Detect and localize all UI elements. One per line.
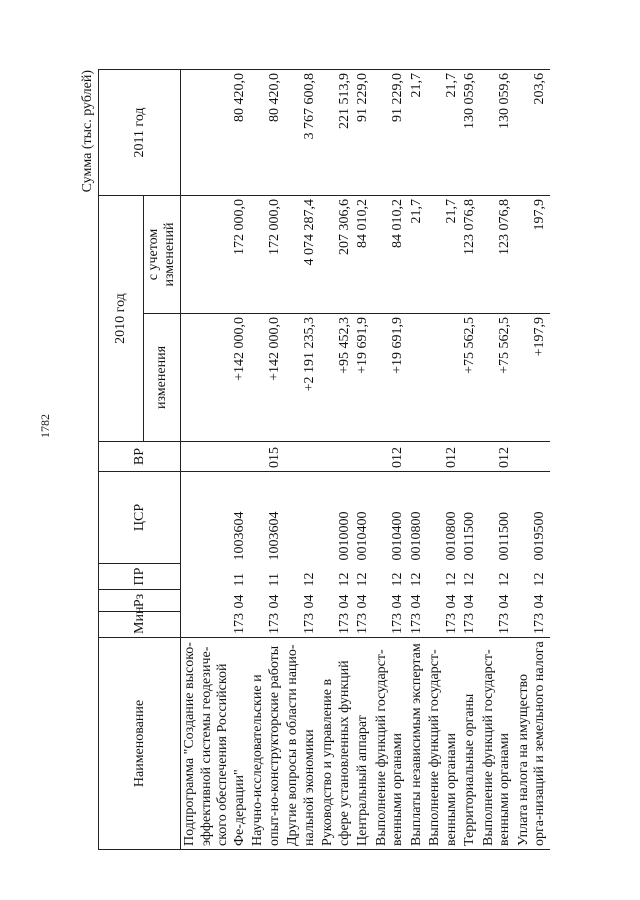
header-name: Наименование — [99, 638, 181, 850]
cell-csr: 0010000 — [336, 511, 352, 561]
cell-min: 173 — [426, 612, 461, 638]
header-2011: 2011 год — [99, 70, 181, 196]
header-rz: Рз — [99, 590, 181, 612]
cell-min: 173 — [354, 612, 373, 638]
cell-name: Территориальные органы — [461, 638, 480, 850]
cell-min: 173 — [249, 612, 284, 638]
cell-vr — [408, 442, 427, 472]
cell-y2011: 80 420,0 — [249, 70, 284, 196]
cell-name: Выполнение функций государст-венными органами — [480, 638, 515, 850]
cell-pr: 11 — [231, 573, 247, 587]
table-row — [461, 70, 480, 850]
cell-pr: 12 — [301, 572, 317, 587]
cell-changes: +142 000,0 — [181, 314, 250, 442]
cell-rz: 04 — [532, 594, 547, 609]
cell-y2011: 91 229,0 — [354, 70, 373, 196]
cell-name: Подпрограмма "Создание высоко-эффективной системы геодезиче-ского обеспечения Российской Фе-дерации" — [181, 638, 250, 850]
cell-rz: 04 — [355, 594, 370, 609]
cell-y2011: 3 767 600,8 — [284, 70, 319, 196]
cell-pr: 12 — [462, 572, 477, 587]
cell-rz: 04 — [231, 594, 247, 609]
cell-min: 173 — [461, 612, 480, 638]
cell-vr — [181, 442, 250, 472]
cell-vr: 012 — [480, 442, 515, 472]
cell-vr: 012 — [426, 442, 461, 472]
table-row — [354, 70, 373, 850]
cell-min: 173 — [480, 612, 515, 638]
table-row — [480, 70, 515, 850]
header-min: Мин — [99, 612, 181, 638]
cell-vr: 015 — [249, 442, 284, 472]
cell-vr — [461, 442, 480, 472]
cell-y2011: 21,7 — [426, 70, 461, 196]
unit-label: Сумма (тыс. рублей) — [80, 70, 95, 193]
table-body — [181, 70, 550, 850]
cell-name: Руководство и управление в сфере установленных функций — [319, 638, 354, 850]
cell-with-changes: 21,7 — [408, 196, 427, 314]
cell-vr: 012 — [373, 442, 408, 472]
budget-table-page — [80, 70, 560, 850]
cell-y2011: 91 229,0 — [373, 70, 408, 196]
cell-csr: 0019500 — [532, 511, 547, 561]
table-row — [426, 70, 461, 850]
cell-name: Научно-исследовательские и опыт-но-конструкторские работы — [249, 638, 284, 850]
cell-csr: 0010400 — [390, 511, 405, 561]
cell-name: Другие вопросы в области нацио-нальной экономики — [284, 638, 319, 850]
cell-min: 173 — [515, 612, 550, 638]
header-changes: изменения — [144, 314, 181, 442]
cell-with-changes: 197,9 — [515, 196, 550, 314]
cell-changes: +75 562,5 — [461, 314, 480, 442]
cell-csr: 0010800 — [408, 511, 424, 561]
cell-vr — [515, 442, 550, 472]
cell-y2011: 21,7 — [408, 70, 427, 196]
cell-changes: +2 191 235,3 — [284, 314, 319, 442]
cell-csr: 0011500 — [462, 512, 477, 561]
cell-name: Выполнение функций государст-венными органами — [373, 638, 408, 850]
cell-with-changes: 172 000,0 — [181, 196, 250, 314]
table-row — [373, 70, 408, 850]
cell-with-changes: 4 074 287,4 — [284, 196, 319, 314]
header-csr: ЦСР — [99, 472, 181, 564]
cell-changes — [408, 314, 427, 442]
cell-csr: 1003604 — [231, 511, 247, 561]
cell-name: Выполнение функций государст-венными органами — [426, 638, 461, 850]
cell-rz: 04 — [390, 594, 405, 609]
cell-with-changes: 123 076,8 — [461, 196, 480, 314]
cell-pr: 12 — [497, 572, 512, 587]
page-number: 1782 — [38, 414, 52, 438]
cell-pr: 12 — [336, 572, 352, 587]
cell-changes: +19 691,9 — [354, 314, 373, 442]
cell-csr — [284, 472, 319, 564]
table-row — [515, 70, 550, 850]
cell-min: 173 — [181, 612, 250, 638]
cell-pr: 12 — [443, 572, 459, 587]
cell-name: Выплаты независимым экспертам — [408, 638, 427, 850]
cell-pr: 12 — [532, 572, 547, 587]
cell-vr — [284, 442, 319, 472]
cell-rz: 04 — [301, 594, 317, 609]
cell-with-changes: 21,7 — [426, 196, 461, 314]
cell-csr: 0010400 — [355, 511, 370, 561]
cell-min: 173 — [319, 612, 354, 638]
header-pr: ПР — [99, 564, 181, 590]
table-row — [284, 70, 319, 850]
cell-vr — [319, 442, 354, 472]
cell-pr: 12 — [390, 572, 405, 587]
budget-table — [98, 69, 550, 850]
table-row — [319, 70, 354, 850]
cell-name: Центральный аппарат — [354, 638, 373, 850]
cell-with-changes: 172 000,0 — [249, 196, 284, 314]
cell-with-changes: 207 306,6 — [319, 196, 354, 314]
header-2010: 2010 год — [99, 196, 144, 442]
cell-rz: 04 — [336, 594, 352, 609]
table-row — [181, 70, 250, 850]
cell-rz: 04 — [266, 594, 282, 609]
cell-with-changes: 84 010,2 — [354, 196, 373, 314]
table-row — [408, 70, 427, 850]
cell-changes: +75 562,5 — [480, 314, 515, 442]
cell-y2011: 80 420,0 — [181, 70, 250, 196]
cell-rz: 04 — [497, 594, 512, 609]
cell-min: 173 — [373, 612, 408, 638]
cell-min: 173 — [408, 612, 427, 638]
cell-rz: 04 — [408, 594, 424, 609]
cell-with-changes: 123 076,8 — [480, 196, 515, 314]
cell-y2011: 203,6 — [515, 70, 550, 196]
cell-rz: 04 — [462, 594, 477, 609]
header-vr: ВР — [99, 442, 181, 472]
cell-rz: 04 — [443, 594, 459, 609]
cell-y2011: 221 513,9 — [319, 70, 354, 196]
cell-changes: +197,9 — [515, 314, 550, 442]
cell-pr: 12 — [355, 572, 370, 587]
cell-changes: +19 691,9 — [373, 314, 408, 442]
cell-csr: 0010800 — [443, 511, 459, 561]
table-row — [249, 70, 284, 850]
cell-csr: 0011500 — [497, 512, 512, 561]
cell-pr: 12 — [408, 572, 424, 587]
cell-pr: 11 — [266, 573, 282, 587]
cell-csr: 1003604 — [266, 511, 282, 561]
header-with-changes: с учетом изменений — [144, 196, 181, 314]
cell-y2011: 130 059,6 — [480, 70, 515, 196]
cell-vr — [354, 442, 373, 472]
cell-name: Уплата налога на имущество орга-низаций и земельного налога — [515, 638, 550, 850]
cell-changes: +95 452,3 — [319, 314, 354, 442]
cell-changes — [426, 314, 461, 442]
cell-min: 173 — [284, 612, 319, 638]
cell-changes: +142 000,0 — [249, 314, 284, 442]
cell-y2011: 130 059,6 — [461, 70, 480, 196]
cell-with-changes: 84 010,2 — [373, 196, 408, 314]
